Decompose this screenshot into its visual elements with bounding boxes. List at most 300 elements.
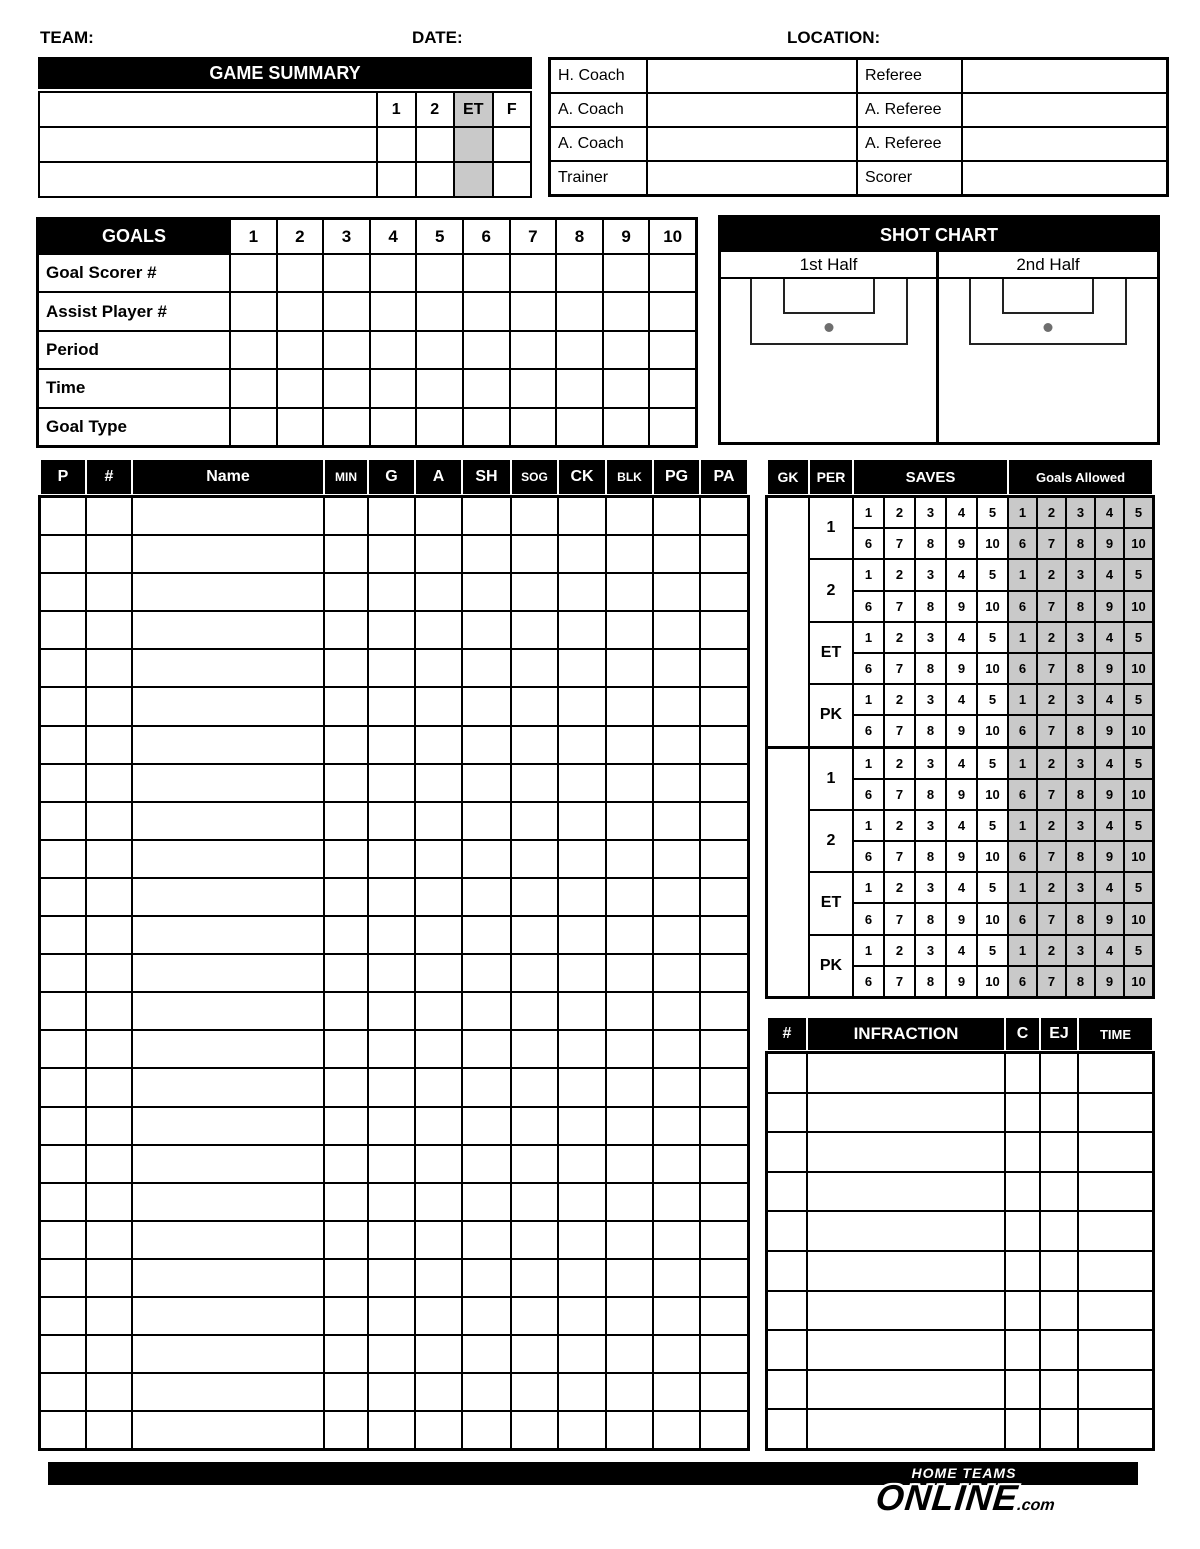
gk-name-cell[interactable] <box>768 498 808 746</box>
goal-detail-cell[interactable] <box>511 409 556 445</box>
infraction-ejection-cell[interactable] <box>1041 1173 1077 1211</box>
roster-cell[interactable] <box>559 1298 605 1334</box>
save-count-cell[interactable]: 5 <box>978 936 1007 965</box>
save-count-cell[interactable]: 9 <box>947 842 976 871</box>
roster-cell[interactable] <box>512 879 557 915</box>
roster-cell[interactable] <box>87 879 131 915</box>
save-count-cell[interactable]: 10 <box>978 967 1007 996</box>
roster-cell[interactable] <box>463 993 510 1029</box>
roster-cell[interactable] <box>654 955 699 991</box>
goals-allowed-count-cell[interactable]: 9 <box>1096 529 1123 558</box>
save-count-cell[interactable]: 6 <box>854 967 883 996</box>
roster-cell[interactable] <box>133 1336 323 1372</box>
roster-cell[interactable] <box>369 574 414 610</box>
roster-cell[interactable] <box>416 1222 461 1258</box>
roster-cell[interactable] <box>369 1069 414 1105</box>
roster-cell[interactable] <box>41 688 85 724</box>
roster-cell[interactable] <box>701 765 747 801</box>
goal-detail-cell[interactable] <box>371 409 416 445</box>
goals-allowed-count-cell[interactable]: 4 <box>1096 560 1123 589</box>
roster-cell[interactable] <box>41 498 85 534</box>
roster-cell[interactable] <box>559 650 605 686</box>
save-count-cell[interactable]: 4 <box>947 873 976 902</box>
roster-cell[interactable] <box>87 1412 131 1448</box>
goals-allowed-count-cell[interactable]: 3 <box>1067 685 1094 714</box>
roster-cell[interactable] <box>416 1260 461 1296</box>
roster-cell[interactable] <box>512 650 557 686</box>
roster-cell[interactable] <box>654 498 699 534</box>
official-name-cell[interactable] <box>963 128 1166 160</box>
roster-cell[interactable] <box>41 650 85 686</box>
roster-cell[interactable] <box>325 1108 367 1144</box>
goal-detail-cell[interactable] <box>464 293 509 329</box>
roster-cell[interactable] <box>512 1336 557 1372</box>
roster-cell[interactable] <box>654 727 699 763</box>
goals-allowed-count-cell[interactable]: 6 <box>1009 529 1036 558</box>
roster-cell[interactable] <box>325 1222 367 1258</box>
goals-allowed-count-cell[interactable]: 10 <box>1125 654 1152 683</box>
roster-cell[interactable] <box>701 1336 747 1372</box>
roster-cell[interactable] <box>41 917 85 953</box>
roster-cell[interactable] <box>325 955 367 991</box>
roster-cell[interactable] <box>463 498 510 534</box>
roster-cell[interactable] <box>512 917 557 953</box>
save-count-cell[interactable]: 8 <box>916 842 945 871</box>
goal-detail-cell[interactable] <box>231 409 276 445</box>
infraction-time-cell[interactable] <box>1079 1133 1152 1171</box>
roster-cell[interactable] <box>559 917 605 953</box>
goals-allowed-count-cell[interactable]: 3 <box>1067 498 1094 527</box>
roster-cell[interactable] <box>325 1184 367 1220</box>
roster-cell[interactable] <box>133 803 323 839</box>
roster-cell[interactable] <box>607 1412 652 1448</box>
goals-allowed-count-cell[interactable]: 7 <box>1038 592 1065 621</box>
save-count-cell[interactable]: 9 <box>947 654 976 683</box>
infraction-caution-cell[interactable] <box>1006 1410 1039 1448</box>
roster-cell[interactable] <box>41 1069 85 1105</box>
roster-cell[interactable] <box>607 650 652 686</box>
roster-cell[interactable] <box>701 1298 747 1334</box>
infraction-player-cell[interactable] <box>768 1054 806 1092</box>
goals-allowed-count-cell[interactable]: 10 <box>1125 716 1152 745</box>
goal-detail-cell[interactable] <box>324 255 369 291</box>
goals-allowed-count-cell[interactable]: 2 <box>1038 560 1065 589</box>
roster-cell[interactable] <box>559 1031 605 1067</box>
roster-cell[interactable] <box>512 1298 557 1334</box>
official-name-cell[interactable] <box>963 60 1166 92</box>
roster-cell[interactable] <box>463 688 510 724</box>
roster-cell[interactable] <box>512 803 557 839</box>
roster-cell[interactable] <box>559 803 605 839</box>
roster-cell[interactable] <box>701 955 747 991</box>
shot-diagram-area[interactable] <box>721 279 936 442</box>
goals-allowed-count-cell[interactable]: 9 <box>1096 716 1123 745</box>
save-count-cell[interactable]: 1 <box>854 623 883 652</box>
infraction-desc-cell[interactable] <box>808 1054 1004 1092</box>
roster-cell[interactable] <box>463 955 510 991</box>
roster-cell[interactable] <box>701 1031 747 1067</box>
roster-cell[interactable] <box>416 1069 461 1105</box>
roster-cell[interactable] <box>133 688 323 724</box>
save-count-cell[interactable]: 7 <box>885 780 914 809</box>
goal-detail-cell[interactable] <box>650 293 695 329</box>
save-count-cell[interactable]: 7 <box>885 967 914 996</box>
goal-detail-cell[interactable] <box>464 332 509 368</box>
roster-cell[interactable] <box>463 803 510 839</box>
infraction-ejection-cell[interactable] <box>1041 1292 1077 1330</box>
roster-cell[interactable] <box>559 765 605 801</box>
roster-cell[interactable] <box>133 1146 323 1182</box>
goals-allowed-count-cell[interactable]: 10 <box>1125 529 1152 558</box>
roster-cell[interactable] <box>133 1069 323 1105</box>
roster-cell[interactable] <box>369 612 414 648</box>
roster-cell[interactable] <box>559 1108 605 1144</box>
save-count-cell[interactable]: 4 <box>947 498 976 527</box>
roster-cell[interactable] <box>559 1374 605 1410</box>
roster-cell[interactable] <box>41 1298 85 1334</box>
roster-cell[interactable] <box>607 1069 652 1105</box>
save-count-cell[interactable]: 7 <box>885 592 914 621</box>
save-count-cell[interactable]: 7 <box>885 716 914 745</box>
goals-allowed-count-cell[interactable]: 6 <box>1009 654 1036 683</box>
goals-allowed-count-cell[interactable]: 3 <box>1067 811 1094 840</box>
roster-cell[interactable] <box>41 1260 85 1296</box>
goal-detail-cell[interactable] <box>464 409 509 445</box>
roster-cell[interactable] <box>654 803 699 839</box>
goals-allowed-count-cell[interactable]: 5 <box>1125 623 1152 652</box>
roster-cell[interactable] <box>607 879 652 915</box>
score-cell[interactable] <box>455 163 492 196</box>
goals-allowed-count-cell[interactable]: 4 <box>1096 811 1123 840</box>
roster-cell[interactable] <box>369 1031 414 1067</box>
infraction-ejection-cell[interactable] <box>1041 1371 1077 1409</box>
roster-cell[interactable] <box>607 993 652 1029</box>
infraction-caution-cell[interactable] <box>1006 1054 1039 1092</box>
goal-detail-cell[interactable] <box>278 332 323 368</box>
goals-allowed-count-cell[interactable]: 9 <box>1096 967 1123 996</box>
roster-cell[interactable] <box>701 650 747 686</box>
roster-cell[interactable] <box>512 1184 557 1220</box>
goal-detail-cell[interactable] <box>464 255 509 291</box>
goals-allowed-count-cell[interactable]: 8 <box>1067 904 1094 933</box>
roster-cell[interactable] <box>369 1146 414 1182</box>
infraction-time-cell[interactable] <box>1079 1094 1152 1132</box>
roster-cell[interactable] <box>41 1031 85 1067</box>
goal-detail-cell[interactable] <box>324 370 369 406</box>
roster-cell[interactable] <box>607 1374 652 1410</box>
infraction-desc-cell[interactable] <box>808 1094 1004 1132</box>
goal-detail-cell[interactable] <box>417 332 462 368</box>
goal-detail-cell[interactable] <box>511 293 556 329</box>
save-count-cell[interactable]: 10 <box>978 780 1007 809</box>
goal-detail-cell[interactable] <box>650 332 695 368</box>
roster-cell[interactable] <box>325 1374 367 1410</box>
goals-allowed-count-cell[interactable]: 5 <box>1125 685 1152 714</box>
roster-cell[interactable] <box>325 650 367 686</box>
save-count-cell[interactable]: 8 <box>916 904 945 933</box>
roster-cell[interactable] <box>607 688 652 724</box>
roster-cell[interactable] <box>512 536 557 572</box>
save-count-cell[interactable]: 2 <box>885 873 914 902</box>
roster-cell[interactable] <box>133 574 323 610</box>
roster-cell[interactable] <box>87 612 131 648</box>
goals-allowed-count-cell[interactable]: 6 <box>1009 592 1036 621</box>
roster-cell[interactable] <box>559 955 605 991</box>
goals-allowed-count-cell[interactable]: 1 <box>1009 623 1036 652</box>
roster-cell[interactable] <box>369 917 414 953</box>
roster-cell[interactable] <box>607 1336 652 1372</box>
roster-cell[interactable] <box>607 1260 652 1296</box>
save-count-cell[interactable]: 3 <box>916 498 945 527</box>
roster-cell[interactable] <box>133 650 323 686</box>
goals-allowed-count-cell[interactable]: 3 <box>1067 749 1094 778</box>
roster-cell[interactable] <box>654 1222 699 1258</box>
roster-cell[interactable] <box>607 841 652 877</box>
infraction-desc-cell[interactable] <box>808 1212 1004 1250</box>
goal-detail-cell[interactable] <box>324 293 369 329</box>
goals-allowed-count-cell[interactable]: 1 <box>1009 498 1036 527</box>
infraction-caution-cell[interactable] <box>1006 1331 1039 1369</box>
save-count-cell[interactable]: 6 <box>854 904 883 933</box>
save-count-cell[interactable]: 2 <box>885 811 914 840</box>
save-count-cell[interactable]: 1 <box>854 498 883 527</box>
infraction-ejection-cell[interactable] <box>1041 1212 1077 1250</box>
goals-allowed-count-cell[interactable]: 8 <box>1067 716 1094 745</box>
roster-cell[interactable] <box>325 1412 367 1448</box>
goal-detail-cell[interactable] <box>650 409 695 445</box>
roster-cell[interactable] <box>41 727 85 763</box>
roster-cell[interactable] <box>369 765 414 801</box>
roster-cell[interactable] <box>325 1146 367 1182</box>
roster-cell[interactable] <box>654 993 699 1029</box>
roster-cell[interactable] <box>463 574 510 610</box>
roster-cell[interactable] <box>133 1184 323 1220</box>
goal-detail-cell[interactable] <box>604 255 649 291</box>
save-count-cell[interactable]: 1 <box>854 811 883 840</box>
roster-cell[interactable] <box>416 879 461 915</box>
roster-cell[interactable] <box>416 536 461 572</box>
infraction-ejection-cell[interactable] <box>1041 1252 1077 1290</box>
goals-allowed-count-cell[interactable]: 10 <box>1125 592 1152 621</box>
roster-cell[interactable] <box>87 841 131 877</box>
infraction-player-cell[interactable] <box>768 1133 806 1171</box>
roster-cell[interactable] <box>559 574 605 610</box>
roster-cell[interactable] <box>512 765 557 801</box>
infraction-player-cell[interactable] <box>768 1094 806 1132</box>
save-count-cell[interactable]: 7 <box>885 842 914 871</box>
roster-cell[interactable] <box>654 917 699 953</box>
roster-cell[interactable] <box>133 1108 323 1144</box>
roster-cell[interactable] <box>701 536 747 572</box>
roster-cell[interactable] <box>416 1146 461 1182</box>
score-cell[interactable] <box>378 163 415 196</box>
save-count-cell[interactable]: 6 <box>854 529 883 558</box>
roster-cell[interactable] <box>87 1031 131 1067</box>
goals-allowed-count-cell[interactable]: 4 <box>1096 498 1123 527</box>
roster-cell[interactable] <box>87 498 131 534</box>
save-count-cell[interactable]: 2 <box>885 498 914 527</box>
goals-allowed-count-cell[interactable]: 1 <box>1009 811 1036 840</box>
save-count-cell[interactable]: 4 <box>947 685 976 714</box>
roster-cell[interactable] <box>463 1336 510 1372</box>
roster-cell[interactable] <box>87 1260 131 1296</box>
score-cell[interactable] <box>494 128 531 161</box>
save-count-cell[interactable]: 1 <box>854 685 883 714</box>
roster-cell[interactable] <box>559 536 605 572</box>
roster-cell[interactable] <box>654 1374 699 1410</box>
save-count-cell[interactable]: 5 <box>978 873 1007 902</box>
roster-cell[interactable] <box>416 1336 461 1372</box>
roster-cell[interactable] <box>325 498 367 534</box>
gk-name-cell[interactable] <box>768 749 808 997</box>
save-count-cell[interactable]: 6 <box>854 654 883 683</box>
roster-cell[interactable] <box>133 917 323 953</box>
roster-cell[interactable] <box>463 879 510 915</box>
roster-cell[interactable] <box>369 498 414 534</box>
goals-allowed-count-cell[interactable]: 7 <box>1038 842 1065 871</box>
roster-cell[interactable] <box>133 1031 323 1067</box>
goal-detail-cell[interactable] <box>278 293 323 329</box>
save-count-cell[interactable]: 6 <box>854 716 883 745</box>
roster-cell[interactable] <box>512 1108 557 1144</box>
roster-cell[interactable] <box>559 498 605 534</box>
score-cell[interactable] <box>494 163 531 196</box>
goals-allowed-count-cell[interactable]: 3 <box>1067 936 1094 965</box>
official-name-cell[interactable] <box>963 94 1166 126</box>
roster-cell[interactable] <box>325 612 367 648</box>
shot-diagram-area[interactable] <box>939 279 1157 442</box>
roster-cell[interactable] <box>369 841 414 877</box>
roster-cell[interactable] <box>463 1298 510 1334</box>
save-count-cell[interactable]: 5 <box>978 560 1007 589</box>
goal-detail-cell[interactable] <box>324 409 369 445</box>
infraction-ejection-cell[interactable] <box>1041 1331 1077 1369</box>
roster-cell[interactable] <box>463 727 510 763</box>
goal-detail-cell[interactable] <box>324 332 369 368</box>
save-count-cell[interactable]: 5 <box>978 749 1007 778</box>
goals-allowed-count-cell[interactable]: 4 <box>1096 749 1123 778</box>
infraction-desc-cell[interactable] <box>808 1410 1004 1448</box>
infraction-caution-cell[interactable] <box>1006 1173 1039 1211</box>
roster-cell[interactable] <box>512 841 557 877</box>
roster-cell[interactable] <box>559 1184 605 1220</box>
goals-allowed-count-cell[interactable]: 2 <box>1038 623 1065 652</box>
goals-allowed-count-cell[interactable]: 8 <box>1067 529 1094 558</box>
roster-cell[interactable] <box>701 993 747 1029</box>
roster-cell[interactable] <box>559 1069 605 1105</box>
save-count-cell[interactable]: 9 <box>947 592 976 621</box>
roster-cell[interactable] <box>512 955 557 991</box>
roster-cell[interactable] <box>416 688 461 724</box>
roster-cell[interactable] <box>654 879 699 915</box>
score-cell[interactable] <box>417 163 454 196</box>
roster-cell[interactable] <box>463 536 510 572</box>
roster-cell[interactable] <box>559 688 605 724</box>
goals-allowed-count-cell[interactable]: 1 <box>1009 685 1036 714</box>
roster-cell[interactable] <box>463 1069 510 1105</box>
roster-cell[interactable] <box>512 1069 557 1105</box>
goals-allowed-count-cell[interactable]: 2 <box>1038 873 1065 902</box>
roster-cell[interactable] <box>512 1260 557 1296</box>
goal-detail-cell[interactable] <box>650 370 695 406</box>
roster-cell[interactable] <box>654 688 699 724</box>
goal-detail-cell[interactable] <box>231 255 276 291</box>
goals-allowed-count-cell[interactable]: 8 <box>1067 967 1094 996</box>
roster-cell[interactable] <box>416 955 461 991</box>
save-count-cell[interactable]: 2 <box>885 685 914 714</box>
roster-cell[interactable] <box>654 1260 699 1296</box>
roster-cell[interactable] <box>41 1222 85 1258</box>
roster-cell[interactable] <box>325 765 367 801</box>
roster-cell[interactable] <box>607 612 652 648</box>
roster-cell[interactable] <box>41 765 85 801</box>
infraction-ejection-cell[interactable] <box>1041 1094 1077 1132</box>
save-count-cell[interactable]: 8 <box>916 529 945 558</box>
roster-cell[interactable] <box>654 1146 699 1182</box>
save-count-cell[interactable]: 7 <box>885 654 914 683</box>
roster-cell[interactable] <box>87 803 131 839</box>
roster-cell[interactable] <box>133 1412 323 1448</box>
roster-cell[interactable] <box>463 917 510 953</box>
save-count-cell[interactable]: 2 <box>885 623 914 652</box>
roster-cell[interactable] <box>133 879 323 915</box>
goals-allowed-count-cell[interactable]: 10 <box>1125 904 1152 933</box>
goal-detail-cell[interactable] <box>417 293 462 329</box>
roster-cell[interactable] <box>701 1146 747 1182</box>
goals-allowed-count-cell[interactable]: 9 <box>1096 654 1123 683</box>
goals-allowed-count-cell[interactable]: 5 <box>1125 811 1152 840</box>
roster-cell[interactable] <box>41 993 85 1029</box>
roster-cell[interactable] <box>463 612 510 648</box>
save-count-cell[interactable]: 10 <box>978 904 1007 933</box>
goal-detail-cell[interactable] <box>650 255 695 291</box>
roster-cell[interactable] <box>133 1222 323 1258</box>
roster-cell[interactable] <box>325 917 367 953</box>
roster-cell[interactable] <box>133 841 323 877</box>
infraction-player-cell[interactable] <box>768 1173 806 1211</box>
save-count-cell[interactable]: 5 <box>978 811 1007 840</box>
roster-cell[interactable] <box>607 1184 652 1220</box>
roster-cell[interactable] <box>41 1146 85 1182</box>
goals-allowed-count-cell[interactable]: 7 <box>1038 904 1065 933</box>
goals-allowed-count-cell[interactable]: 2 <box>1038 498 1065 527</box>
roster-cell[interactable] <box>133 536 323 572</box>
roster-cell[interactable] <box>654 650 699 686</box>
infraction-desc-cell[interactable] <box>808 1252 1004 1290</box>
save-count-cell[interactable]: 7 <box>885 904 914 933</box>
save-count-cell[interactable]: 8 <box>916 780 945 809</box>
save-count-cell[interactable]: 10 <box>978 592 1007 621</box>
save-count-cell[interactable]: 2 <box>885 936 914 965</box>
roster-cell[interactable] <box>87 1336 131 1372</box>
roster-cell[interactable] <box>325 574 367 610</box>
roster-cell[interactable] <box>607 765 652 801</box>
roster-cell[interactable] <box>87 1298 131 1334</box>
save-count-cell[interactable]: 8 <box>916 967 945 996</box>
roster-cell[interactable] <box>463 1108 510 1144</box>
roster-cell[interactable] <box>41 574 85 610</box>
save-count-cell[interactable]: 10 <box>978 842 1007 871</box>
save-count-cell[interactable]: 8 <box>916 654 945 683</box>
roster-cell[interactable] <box>87 727 131 763</box>
roster-cell[interactable] <box>654 612 699 648</box>
infraction-desc-cell[interactable] <box>808 1133 1004 1171</box>
roster-cell[interactable] <box>416 498 461 534</box>
roster-cell[interactable] <box>87 536 131 572</box>
goals-allowed-count-cell[interactable]: 2 <box>1038 936 1065 965</box>
roster-cell[interactable] <box>463 1146 510 1182</box>
infraction-desc-cell[interactable] <box>808 1173 1004 1211</box>
